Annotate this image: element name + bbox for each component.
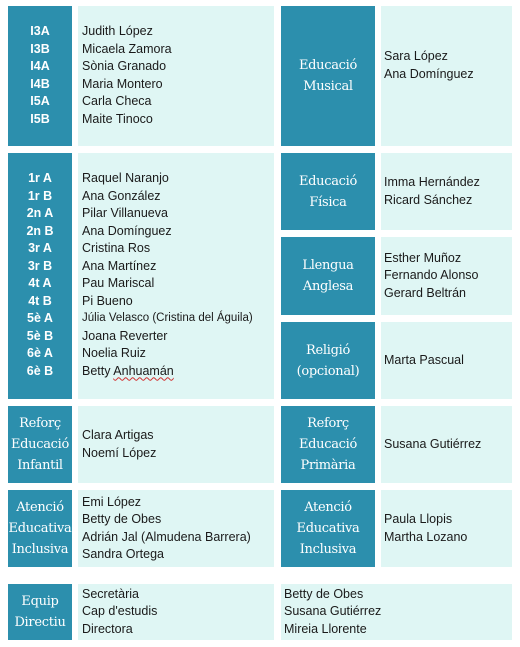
header-line: Atenció <box>16 500 64 515</box>
teacher-name: Paula Llopis <box>384 512 453 526</box>
teacher-name: Fernando Alonso <box>384 268 479 283</box>
teacher-name: Marta Pascual <box>384 352 464 367</box>
teacher-name: Pau Mariscal <box>82 276 155 290</box>
anglesa-header <box>281 237 375 315</box>
member-name: Mireia Llorente <box>284 621 367 636</box>
group-code: I4B <box>30 76 50 91</box>
group-code: I5B <box>30 111 50 126</box>
teacher-name: Noemí López <box>82 445 157 460</box>
header-line: Inclusiva <box>299 542 357 557</box>
atencio-inclusiva-teachers <box>78 490 274 567</box>
header-line: Reforç <box>19 416 61 431</box>
musical-teachers <box>381 6 512 146</box>
teacher-name: Ana Domínguez <box>384 66 474 81</box>
teacher-name: Ana Domínguez <box>82 223 172 238</box>
reforc-primaria-header <box>281 406 375 483</box>
group-code: 1r B <box>27 188 53 203</box>
group-code: 3r A <box>28 241 52 255</box>
group-code: 5è A <box>27 311 53 325</box>
member-name: Betty de Obes <box>284 586 364 601</box>
teacher-name: Judith López <box>82 24 153 38</box>
header-line: Inclusiva <box>11 542 69 557</box>
teacher-name: Raquel Naranjo <box>82 171 169 185</box>
teacher-name: Imma Hernández <box>384 175 480 189</box>
group-code: 6è A <box>27 346 53 360</box>
role-name: Secretària <box>82 586 139 601</box>
atencio-inclusiva-header-2 <box>281 490 375 567</box>
teacher-name: Emi López <box>82 494 142 509</box>
group-code: 1r A <box>28 171 52 185</box>
group-code: 2n A <box>26 206 54 220</box>
reforc-infantil-teachers <box>78 406 274 483</box>
header-line: Educació <box>10 437 70 452</box>
fisica-teachers <box>381 153 512 230</box>
teacher-name: Maite Tinoco <box>82 111 153 126</box>
header-line: Educació <box>298 58 358 73</box>
teacher-name: Micaela Zamora <box>82 41 172 56</box>
teacher-name: Betty de Obes <box>82 512 162 526</box>
fisica-header <box>281 153 375 230</box>
header-line: Educativa <box>8 521 72 536</box>
religio-header <box>281 322 375 399</box>
teacher-name: Ana Martínez <box>82 258 157 273</box>
reforc-primaria-teachers <box>381 406 512 483</box>
header-line: Atenció <box>304 500 352 515</box>
atencio-inclusiva-teachers-2 <box>381 490 512 567</box>
teacher-name: Susana Gutiérrez <box>384 436 482 451</box>
header-line: Reforç Educació <box>298 416 358 452</box>
group-code: I4A <box>30 59 50 73</box>
teacher-name: Sara López <box>384 49 448 63</box>
teacher-name: Ana González <box>82 188 161 203</box>
equip-directiu-members <box>281 584 512 640</box>
header-line: (opcional) <box>296 363 360 379</box>
group-code: 6è B <box>26 363 54 378</box>
group-code: I3B <box>30 41 50 56</box>
teacher-name: Cristina Ros <box>82 241 151 255</box>
primaria-teachers <box>78 153 274 399</box>
header-line: Llengua Anglesa <box>302 258 354 294</box>
header-line: Educativa <box>296 521 360 536</box>
infantil-groups <box>8 6 72 146</box>
header-line: Equip <box>21 594 59 609</box>
teacher-name: Clara Artigas <box>82 428 154 442</box>
teacher-last-name: Anhuamán <box>113 363 174 378</box>
teacher-first-name: Betty <box>82 363 114 378</box>
teacher-name: Pilar Villanueva <box>82 206 168 220</box>
infantil-teachers <box>78 6 274 146</box>
header-line: Directiu <box>14 615 66 630</box>
teacher-name: Sandra Ortega <box>82 547 164 561</box>
group-code: 2n B <box>26 223 54 238</box>
header-line: Musical <box>303 79 353 94</box>
atencio-inclusiva-header <box>8 490 72 567</box>
member-name: Susana Gutiérrez <box>284 604 382 619</box>
group-code: 4t A <box>28 276 52 290</box>
header-line: Educació Física <box>298 173 358 210</box>
equip-directiu-header <box>8 584 72 640</box>
role-name: Cap d'estudis <box>82 604 158 619</box>
group-code: 5è B <box>26 328 54 343</box>
group-code: I5A <box>30 94 50 108</box>
teacher-name: Ricard Sánchez <box>384 192 473 207</box>
teacher-name: Martha Lozano <box>384 529 468 544</box>
role-name: Directora <box>82 621 133 636</box>
teacher-name: Esther Muñoz <box>384 250 462 265</box>
reforc-infantil-header <box>8 406 72 483</box>
primaria-groups <box>8 153 72 399</box>
teacher-name: Gerard Beltrán <box>384 285 466 300</box>
teacher-name: Júlia Velasco (Cristina del Águila) <box>82 312 253 324</box>
group-code: I3A <box>30 24 50 38</box>
group-code: 3r B <box>27 258 53 273</box>
teacher-name: Pi Bueno <box>82 293 133 308</box>
teacher-name: Sònia Granado <box>82 59 167 73</box>
teacher-name: Adrián Jal (Almudena Barrera) <box>82 529 251 544</box>
teacher-name: Maria Montero <box>82 76 163 91</box>
teacher-name: Noelia Ruiz <box>82 346 146 360</box>
teacher-name <box>82 363 274 381</box>
header-line: Primària <box>300 458 356 473</box>
teacher-name: Carla Checa <box>82 94 152 108</box>
equip-directiu-roles <box>78 584 274 640</box>
anglesa-teachers <box>381 237 512 315</box>
musical-header <box>281 6 375 146</box>
header-line: Religió <box>305 342 350 358</box>
header-line: Infantil <box>17 458 63 473</box>
group-code: 4t B <box>28 293 52 308</box>
teacher-name: Joana Reverter <box>82 328 168 343</box>
religio-teachers <box>381 322 512 399</box>
